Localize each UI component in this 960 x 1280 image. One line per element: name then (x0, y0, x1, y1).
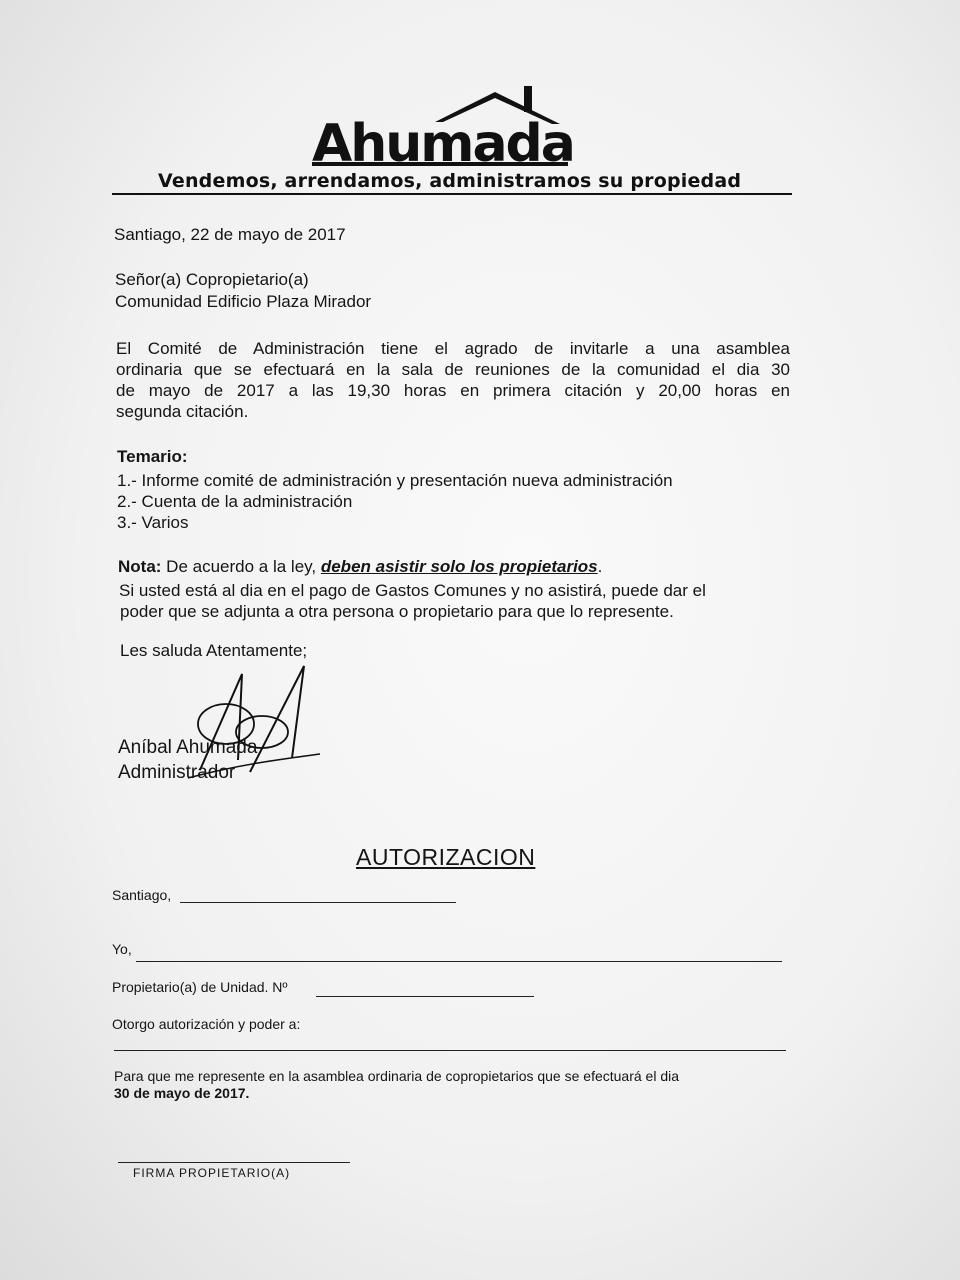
body-line-2: ordinaria que se efectuará en la sala de reuniones de la comunidad el dia 30 (116, 360, 790, 379)
note-line-3: poder que se adjunta a otra persona o propietario para que lo represente. (120, 602, 674, 621)
field-city-label: Santiago, (112, 887, 172, 903)
field-me-line[interactable] (136, 961, 782, 962)
note-emphasis: deben asistir solo los propietarios (320, 557, 598, 576)
field-grant-label: Otorgo autorización y poder a: (112, 1016, 301, 1032)
agenda-list (117, 470, 673, 533)
agenda-item: 2.- Cuenta de la administración (117, 492, 353, 511)
signer-role: Administrador (118, 762, 236, 783)
note-line-2: Si usted está al dia en el pago de Gastos Comunes y no asistirá, puede dar el (119, 581, 706, 600)
signature-line[interactable] (118, 1162, 350, 1163)
agenda-item: 3.- Varios (117, 513, 189, 532)
field-unit-line[interactable] (316, 996, 534, 997)
recipient-line-2: Comunidad Edificio Plaza Mirador (115, 292, 372, 311)
field-unit-label: Propietario(a) de Unidad. Nº (112, 979, 288, 995)
signature-label: FIRMA PROPIETARIO(A) (133, 1166, 291, 1180)
body-line-4: segunda citación. (116, 402, 249, 421)
recipient-line-1: Señor(a) Copropietario(a) (115, 270, 309, 289)
purpose-line-2: 30 de mayo de 2017. (114, 1085, 250, 1101)
field-city-line[interactable] (180, 902, 456, 903)
signer-name: Aníbal Ahumada (118, 737, 258, 758)
agenda-title: Temario: (117, 447, 188, 466)
body-line-1: El Comité de Administración tiene el agrado de invitarle a una asamblea (116, 339, 790, 358)
company-tagline: Vendemos, arrendamos, administramos su propiedad (158, 170, 742, 192)
authorization-title: AUTORIZACION (356, 844, 536, 870)
body-line-3: de mayo de 2017 a las 19,30 horas en primera citación y 20,00 horas en (116, 381, 790, 400)
note-end: . (597, 557, 603, 576)
note-text: De acuerdo a la ley, (161, 557, 321, 576)
company-logo (300, 84, 590, 174)
agenda-item: 1.- Informe comité de administración y presentación nueva administración (117, 471, 673, 490)
note-label: Nota: (118, 557, 162, 576)
field-grant-line[interactable] (114, 1050, 786, 1051)
letter-body (116, 338, 790, 422)
logo-wordmark: Ahumada (312, 114, 574, 174)
header-divider (112, 193, 792, 195)
field-me-label: Yo, (112, 941, 132, 957)
closing-salutation: Les saluda Atentamente; (120, 641, 308, 660)
purpose-line-1: Para que me represente en la asamblea ordinaria de copropietarios que se efectuará el dia (114, 1068, 680, 1084)
note-line-1 (118, 556, 602, 577)
letter-place-date: Santiago, 22 de mayo de 2017 (114, 225, 346, 244)
